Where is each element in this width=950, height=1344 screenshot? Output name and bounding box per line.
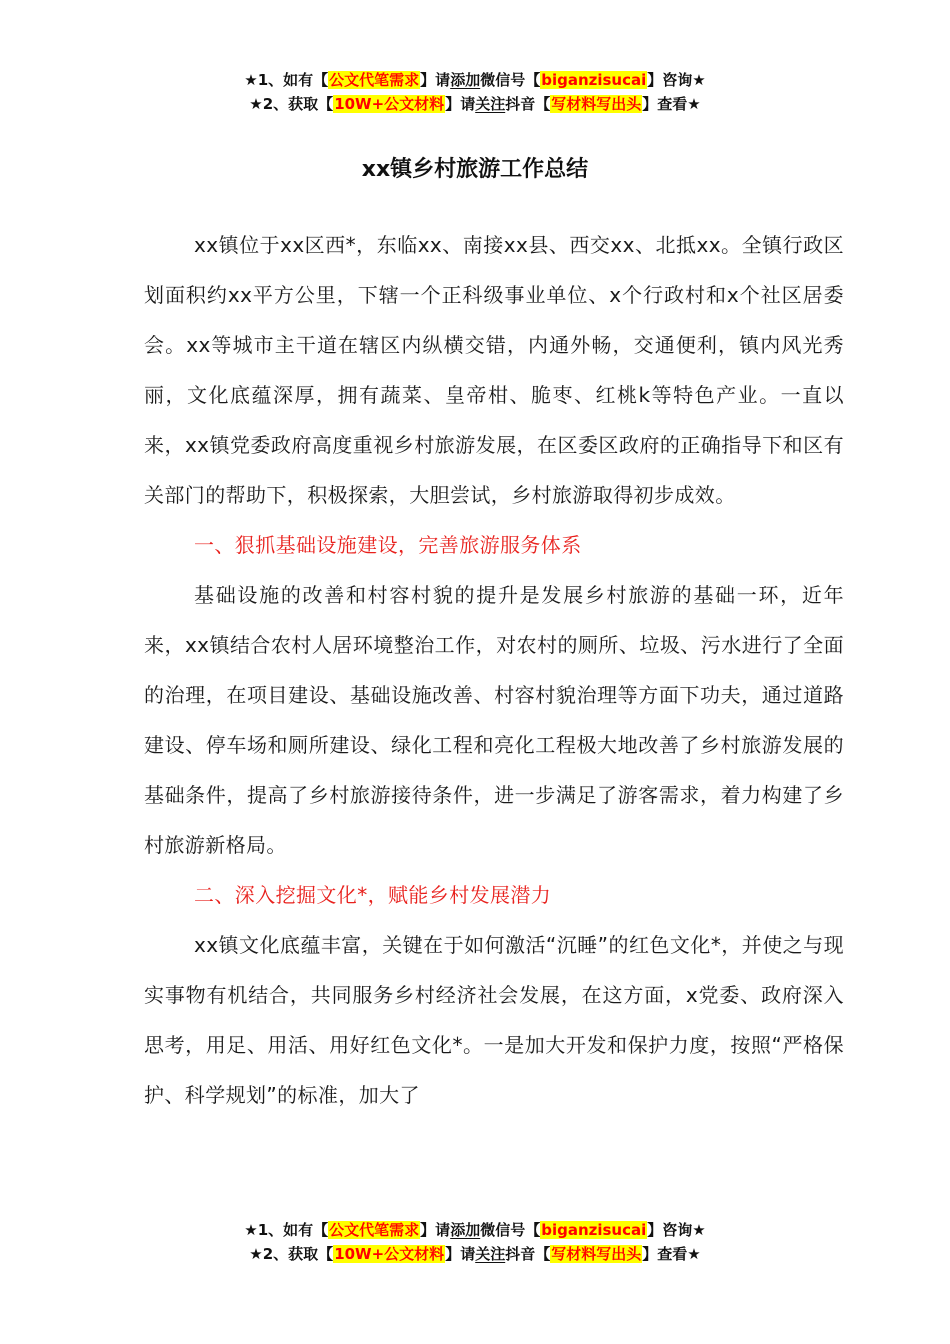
notice-line-2 — [0, 92, 950, 116]
document-body — [144, 220, 844, 1120]
notice-text: 】请 — [420, 71, 451, 89]
intro-paragraph: xx镇位于xx区西*，东临xx、南接xx县、西交xx、北抵xx。全镇行政区划面积约xx平方公里，下辖一个正科级事业单位、x个行政村和x个社区居委会。xx等城市主干道在辖区内纵横交错，内通外畅，交通便利，镇内风光秀丽，文化底蕴深厚，拥有蔬菜、皇帝柑、脆枣、红桃k等特色产业。一直以来，xx镇党委政府高度重视乡村旅游发展，在区委区政府的正确指导下和区有关部门的帮助下，积极探索，大胆尝试，乡村旅游取得初步成效。 — [144, 233, 844, 507]
highlight-douyin-account: 写材料写出头 — [551, 95, 642, 113]
notice-line-1 — [0, 68, 950, 92]
document-title: xx镇乡村旅游工作总结 — [361, 157, 589, 182]
underlined-text: 关注 — [475, 1245, 506, 1263]
section-1-paragraph: 基础设施的改善和村容村貌的提升是发展乡村旅游的基础一环，近年来，xx镇结合农村人居环境整治工作，对农村的厕所、垃圾、污水进行了全面的治理，在项目建设、基础设施改善、村容村貌治理等方面下功夫，通过道路建设、停车场和厕所建设、绿化工程和亮化工程极大地改善了乡村旅游发展的基础条件，提高了乡村旅游接待条件，进一步满足了游客需求，着力构建了乡村旅游新格局。 — [144, 583, 844, 857]
notice-text: 微信号【 — [480, 71, 541, 89]
underlined-text: 添加 — [450, 71, 481, 89]
notice-text: 】请 — [445, 1245, 476, 1263]
highlight-materials: 10W+公文材料 — [334, 1245, 445, 1263]
notice-text: 】咨询★ — [647, 71, 706, 89]
notice-text: 抖音【 — [505, 1245, 551, 1263]
notice-text: 微信号【 — [480, 1221, 541, 1239]
highlight-materials: 10W+公文材料 — [334, 95, 445, 113]
notice-text: 】查看★ — [642, 1245, 701, 1263]
highlight-service: 公文代笔需求 — [329, 71, 420, 89]
section-2-paragraph: xx镇文化底蕴丰富，关键在于如何激活“沉睡”的红色文化*，并使之与现实事物有机结合，共同服务乡村经济社会发展，在这方面，x党委、政府深入思考，用足、用活、用好红色文化*。一是加大开发和保护力度，按照“严格保护、科学规划”的标准，加大了 — [144, 933, 844, 1107]
underlined-text: 添加 — [450, 1221, 481, 1239]
notice-text: ★2、获取【 — [249, 1245, 334, 1263]
notice-text: ★1、如有【 — [244, 1221, 329, 1239]
notice-text: 抖音【 — [505, 95, 551, 113]
highlight-service: 公文代笔需求 — [329, 1221, 420, 1239]
notice-text: 】请 — [445, 95, 476, 113]
highlight-wechat-id: biganzisucai — [541, 1221, 647, 1239]
section-heading-2: 二、深入挖掘文化*，赋能乡村发展潜力 — [194, 883, 552, 907]
notice-line-2 — [0, 1242, 950, 1266]
underlined-text: 关注 — [475, 95, 506, 113]
notice-text: ★1、如有【 — [244, 71, 329, 89]
notice-text: 】请 — [420, 1221, 451, 1239]
header-notice — [0, 68, 950, 116]
highlight-douyin-account: 写材料写出头 — [551, 1245, 642, 1263]
footer-notice — [0, 1218, 950, 1266]
section-heading-1: 一、狠抓基础设施建设，完善旅游服务体系 — [194, 533, 582, 557]
notice-text: 】咨询★ — [647, 1221, 706, 1239]
highlight-wechat-id: biganzisucai — [541, 71, 647, 89]
notice-text: 】查看★ — [642, 95, 701, 113]
notice-line-1 — [0, 1218, 950, 1242]
notice-text: ★2、获取【 — [249, 95, 334, 113]
